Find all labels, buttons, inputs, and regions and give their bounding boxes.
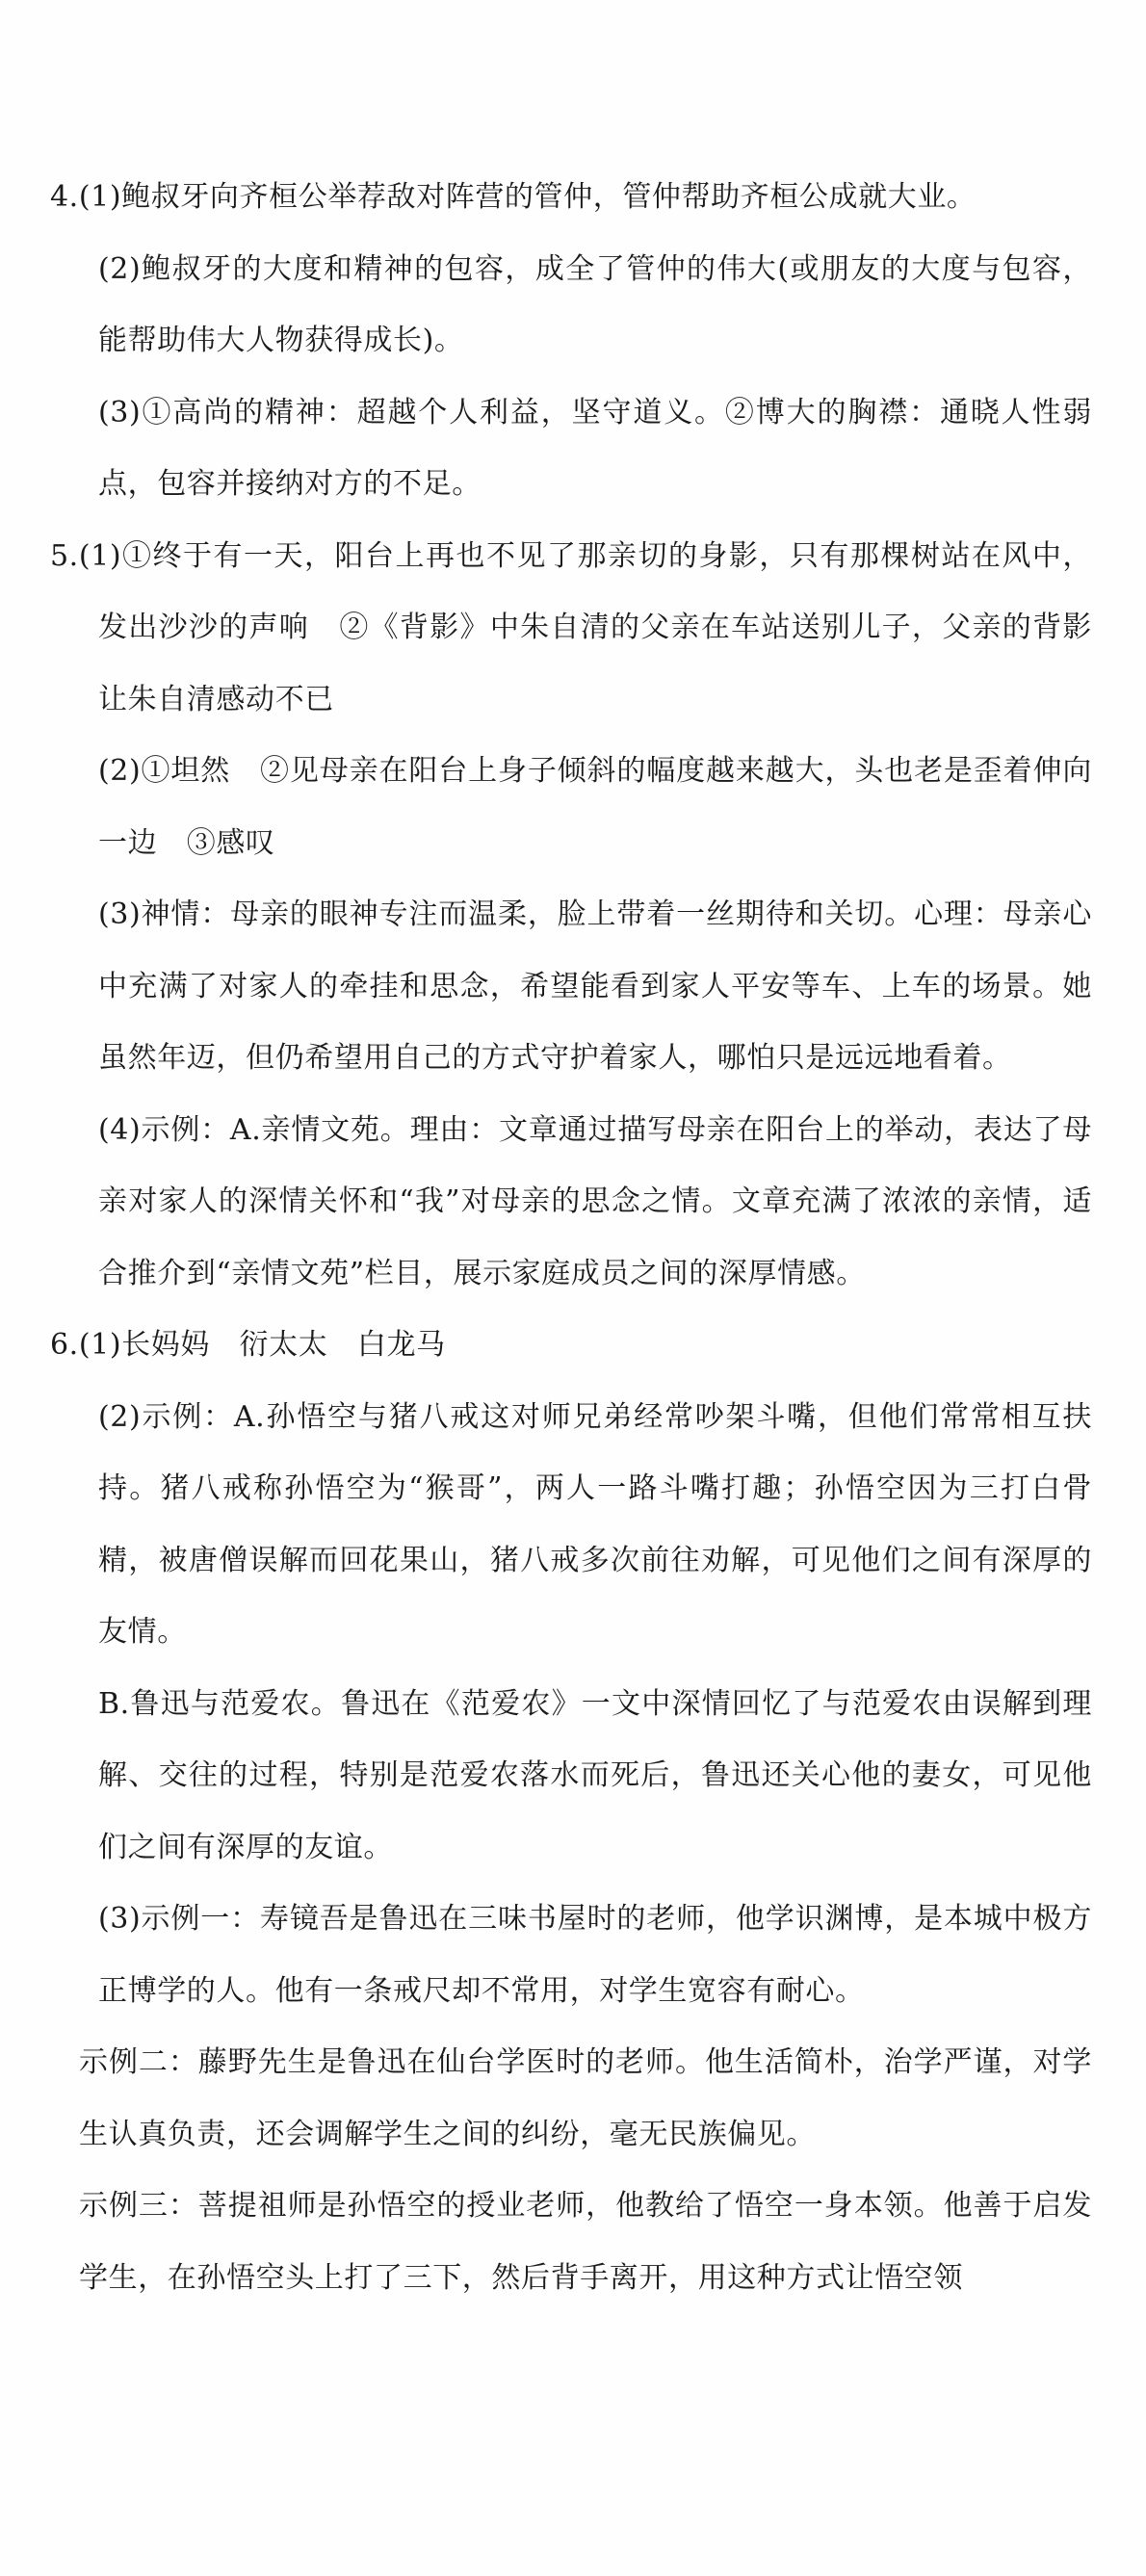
answer-4-1: 4.(1)鲍叔牙向齐桓公举荐敌对阵营的管仲，管仲帮助齐桓公成就大业。 bbox=[50, 180, 977, 214]
answer-5-2: (2)①坦然 ②见母亲在阳台上身子倾斜的幅度越来越大，头也老是歪着伸向一边 ③感叹 bbox=[98, 754, 1092, 860]
answer-6-2: (2)示例：A.孙悟空与猪八戒这对师兄弟经常吵架斗嘴，但他们常常相互扶持。猪八戒称孙悟空为“猴哥”，两人一路斗嘴打趣；孙悟空因为三打白骨精，被唐僧误解而回花果山，猪八戒多次前往劝解，可见他们之间有深厚的友情。 bbox=[98, 1399, 1092, 1649]
answer-5-4: (4)示例：A.亲情文苑。理由：文章通过描写母亲在阳台上的举动，表达了母亲对家人的深情关怀和“我”对母亲的思念之情。文章充满了浓浓的亲情，适合推介到“亲情文苑”栏目，展示家庭成员之间的深厚情感。 bbox=[98, 1112, 1092, 1290]
answer-4-3: (3)①高尚的精神：超越个人利益，坚守道义。②博大的胸襟：通晓人性弱点，包容并接纳对方的不足。 bbox=[98, 395, 1092, 501]
answer-6-3-example-3: 示例三：菩提祖师是孙悟空的授业老师，他教给了悟空一身本领。他善于启发学生，在孙悟空头上打了三下，然后背手离开，用这种方式让悟空领 bbox=[79, 2189, 1092, 2295]
answer-6-3: (3)示例一：寿镜吾是鲁迅在三味书屋时的老师，他学识渊博，是本城中极方正博学的人。他有一条戒尺却不常用，对学生宽容有耐心。 bbox=[98, 1902, 1092, 2008]
answer-6-2-b: B.鲁迅与范爱农。鲁迅在《范爱农》一文中深情回忆了与范爱农由误解到理解、交往的过程，特别是范爱农落水而死后，鲁迅还关心他的妻女，可见他们之间有深厚的友谊。 bbox=[98, 1686, 1092, 1864]
answer-5-3: (3)神情：母亲的眼神专注而温柔，脸上带着一丝期待和关切。心理：母亲心中充满了对家人的牵挂和思念，希望能看到家人平安等车、上车的场景。她虽然年迈，但仍希望用自己的方式守护着家人，哪怕只是远远地看着。 bbox=[98, 898, 1092, 1075]
answer-6-3-example-2: 示例二：藤野先生是鲁迅在仙台学医时的老师。他生活简朴，治学严谨，对学生认真负责，还会调解学生之间的纠纷，毫无民族偏见。 bbox=[79, 2045, 1092, 2151]
answer-5-1: 5.(1)①终于有一天，阳台上再也不见了那亲切的身影，只有那棵树站在风中，发出沙沙的声响 ②《背影》中朱自清的父亲在车站送别儿子，父亲的背影让朱自清感动不已 bbox=[50, 538, 1092, 716]
answer-6-1: 6.(1)长妈妈 衍太太 白龙马 bbox=[50, 1328, 446, 1362]
answer-content bbox=[50, 162, 1092, 2314]
answer-4-2: (2)鲍叔牙的大度和精神的包容，成全了管仲的伟大(或朋友的大度与包容，能帮助伟大人物获得成长)。 bbox=[98, 251, 1092, 357]
